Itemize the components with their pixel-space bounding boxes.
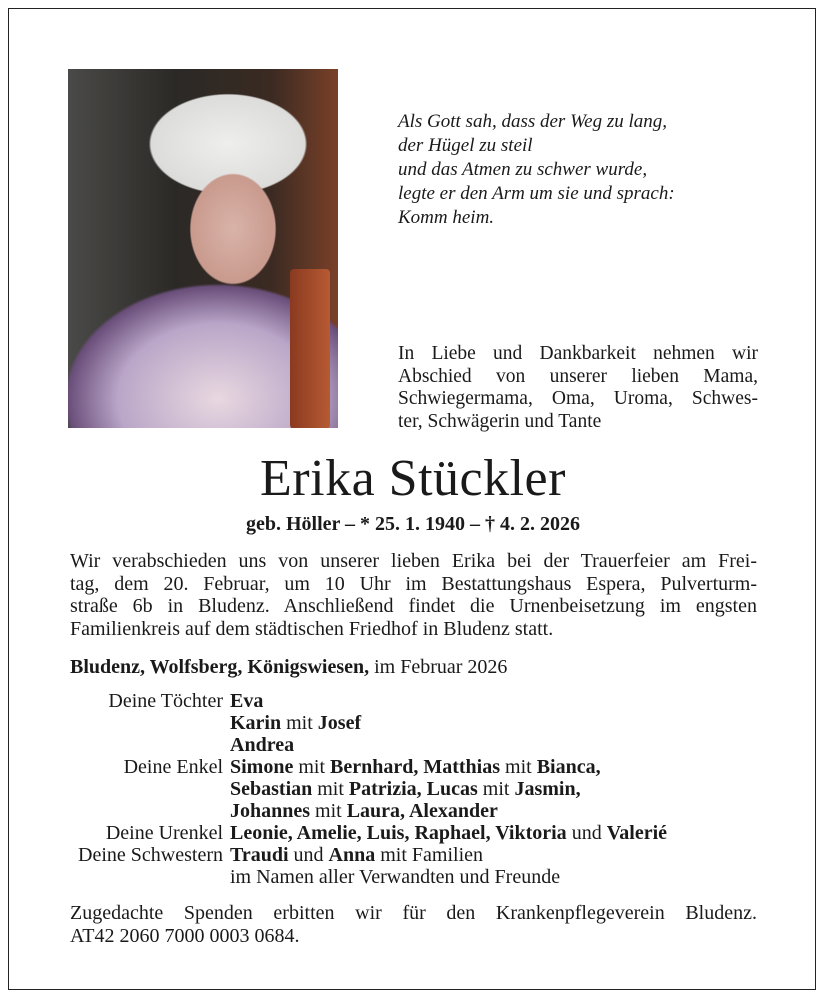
relative-name: Valerié bbox=[606, 822, 668, 844]
relatives bbox=[230, 734, 294, 756]
intro-line: ter, Schwägerin und Tante bbox=[398, 410, 602, 432]
family-row bbox=[0, 866, 667, 888]
connector-text: und bbox=[566, 822, 607, 844]
month: im Februar 2026 bbox=[369, 656, 508, 678]
connector-text: mit bbox=[312, 778, 349, 800]
relative-name: Patrizia, Lucas bbox=[348, 778, 478, 800]
relative-name: Andrea bbox=[230, 734, 295, 756]
connector-text: mit bbox=[500, 756, 537, 778]
donation-info bbox=[70, 902, 757, 947]
relatives bbox=[230, 778, 581, 800]
relatives bbox=[230, 756, 601, 778]
birth-death-dates: geb. Höller – * 25. 1. 1940 – † 4. 2. 2026 bbox=[245, 513, 581, 535]
intro-line: Schwiegermama, Oma, Uroma, Schwes- bbox=[398, 388, 758, 409]
relation-label: Deine Enkel bbox=[123, 756, 223, 778]
relation-label bbox=[0, 712, 230, 734]
chair bbox=[290, 269, 330, 428]
connector-text: mit bbox=[281, 712, 318, 734]
relation-label bbox=[0, 800, 230, 822]
family-row bbox=[0, 712, 667, 734]
body-line: Familienkreis auf dem städtischen Friedhof in Bludenz statt. bbox=[70, 617, 554, 640]
relative-name: Bianca, bbox=[536, 756, 601, 778]
relatives bbox=[230, 822, 667, 844]
relative-name: Traudi bbox=[230, 844, 289, 866]
relative-name: Simone bbox=[230, 756, 294, 778]
family-row bbox=[0, 844, 667, 866]
body-line: Wir verabschieden uns von unserer lieben Erika bei der Trauerfeier am Frei- bbox=[70, 550, 757, 572]
relatives bbox=[230, 844, 483, 866]
relation-label bbox=[0, 734, 230, 756]
relative-name: Sebastian bbox=[230, 778, 313, 800]
relative-name: Jasmin, bbox=[514, 778, 581, 800]
family-row bbox=[0, 756, 667, 778]
intro-line: In Liebe und Dankbarkeit nehmen wir bbox=[398, 343, 758, 364]
poem-line: und das Atmen zu schwer wurde, bbox=[398, 159, 648, 180]
relation-label: Deine Schwestern bbox=[78, 844, 223, 866]
connector-text: im Namen aller Verwandten und Freunde bbox=[230, 866, 561, 888]
poem-line: Als Gott sah, dass der Weg zu lang, bbox=[398, 111, 668, 132]
poem-line: Komm heim. bbox=[398, 207, 495, 228]
relatives bbox=[230, 800, 498, 822]
family-row bbox=[0, 778, 667, 800]
relation-label bbox=[0, 866, 230, 888]
connector-text: mit bbox=[293, 756, 331, 778]
relative-name: Anna bbox=[328, 844, 376, 866]
connector-text: und bbox=[288, 844, 329, 866]
poem-line: legte er den Arm um sie und sprach: bbox=[398, 183, 675, 204]
family-row bbox=[0, 734, 667, 756]
poem bbox=[398, 110, 675, 230]
relatives bbox=[230, 866, 560, 888]
relative-name: Eva bbox=[230, 690, 264, 712]
poem-line: der Hügel zu steil bbox=[398, 135, 533, 156]
portrait-photo bbox=[68, 69, 338, 428]
family-list bbox=[0, 690, 667, 888]
relative-name: Johannes bbox=[230, 800, 311, 822]
iban: AT42 2060 7000 0003 0684. bbox=[70, 924, 300, 947]
family-row bbox=[0, 800, 667, 822]
connector-text: mit bbox=[310, 800, 347, 822]
relation-label bbox=[0, 778, 230, 800]
places: Bludenz, Wolfsberg, Königswiesen, bbox=[70, 656, 370, 678]
connector-text: mit bbox=[477, 778, 515, 800]
relative-name: Josef bbox=[317, 712, 362, 734]
intro-text bbox=[398, 343, 758, 433]
body-line: straße 6b in Bludenz. Anschließend findet die Urnenbeisetzung im engsten bbox=[70, 595, 757, 617]
intro-line: Abschied von unserer lieben Mama, bbox=[398, 365, 758, 387]
family-row bbox=[0, 822, 667, 844]
relation-label: Deine Urenkel bbox=[105, 822, 223, 844]
relation-label: Deine Töchter bbox=[108, 690, 223, 712]
deceased-name: Erika Stückler bbox=[260, 450, 566, 507]
relative-name: Bernhard, Matthias bbox=[330, 756, 501, 778]
place-date bbox=[70, 656, 507, 679]
funeral-info bbox=[70, 550, 757, 640]
relative-name: Leonie, Amelie, Luis, Raphael, Viktoria bbox=[230, 822, 567, 844]
relatives bbox=[230, 690, 263, 712]
relative-name: Karin bbox=[230, 712, 282, 734]
connector-text: mit Familien bbox=[375, 844, 484, 866]
donation-line: Zugedachte Spenden erbitten wir für den Krankenpflegeverein Bludenz. bbox=[70, 902, 757, 924]
family-row bbox=[0, 690, 667, 712]
body-line: tag, dem 20. Februar, um 10 Uhr im Bestattungshaus Espera, Pulverturm- bbox=[70, 572, 757, 595]
relatives bbox=[230, 712, 361, 734]
relative-name: Laura, Alexander bbox=[346, 800, 498, 822]
